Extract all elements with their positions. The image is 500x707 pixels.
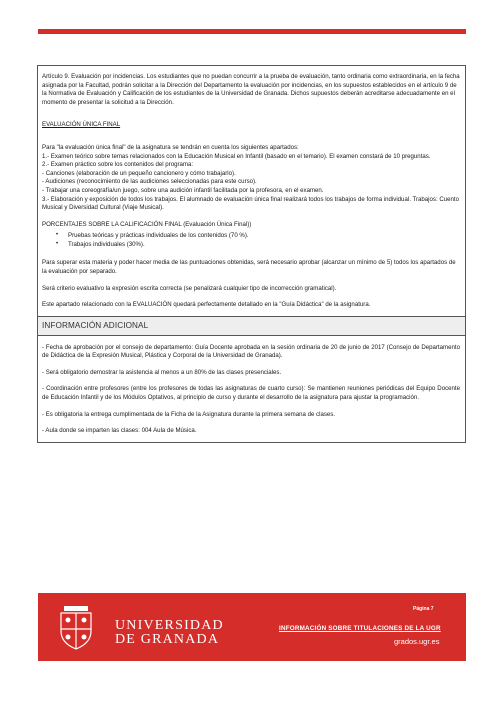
titulaciones-link[interactable]: INFORMACIÓN SOBRE TITULACIONES DE LA UGR <box>279 625 441 632</box>
unica-item: - Trabajar una coreografía/un juego, sobre una audición infantil facilitada por la profesora, en el examen. <box>42 186 324 194</box>
evaluation-cell <box>38 66 465 316</box>
info-item: - Coordinación entre profesores (entre los profesores de todas las asignaturas de cuarto curso): Se mantienen reuniones periódicas del Equipo Docente de Educación Infantil y de los Módulos Optativos, al principio de curso y durante el desarrollo de la asignatura para ajustar la programación. <box>42 385 460 402</box>
list-item: • Trabajos individuales (30%). <box>68 240 460 249</box>
unica-final-heading: EVALUACIÓN ÚNICA FINAL <box>42 121 121 129</box>
unica-intro: Para "la evaluación única final" de la asignatura se tendrán en cuenta los siguientes apartados: <box>42 143 299 151</box>
info-item: - Aula donde se imparten las clases: 004 Aula de Música. <box>42 427 197 435</box>
unica-item: 3.- Elaboración y exposición de todos los trabajos. El alumnado de evaluación única final realizará todos los trabajos de forma individual. Trabajos: Cuento Musical y Diversidad Cultural (Viaje Musical). <box>42 195 459 212</box>
porcentajes-list <box>42 231 460 249</box>
unica-item: - Canciones (elaboración de un pequeño cancionero y cómo trabajarlo). <box>42 169 236 177</box>
info-adicional-heading: INFORMACIÓN ADICIONAL <box>38 316 465 336</box>
unica-item: - Audiciones (reconocimiento de las audiciones seleccionadas para este curso). <box>42 178 257 186</box>
grados-site-link[interactable]: grados.ugr.es <box>394 637 440 646</box>
superar-text: Para superar esta materia y poder hacer media de las puntuaciones obtenidas, será necesario aprobar (alcanzar un mínimo de 5) todos los apartados de la evaluación por separado. <box>42 259 456 275</box>
university-name-line2: DE GRANADA <box>115 632 220 647</box>
info-item: - Es obligatoria la entrega cumplimentada de la Ficha de la Asignatura durante la primera semana de clases. <box>42 410 336 418</box>
page-number: Página 7 <box>413 606 434 612</box>
detallado-text: Este apartado relacionado con la EVALUACIÓN quedará perfectamente detallado en la "Guía Didáctica" de la asignatura. <box>42 301 371 309</box>
header-red-bar <box>38 29 466 34</box>
unica-item: 1.- Examen teórico sobre temas relacionados con la Educación Musical en Infantil (basado en el temario). El examen constará de 10 preguntas. <box>42 152 431 160</box>
info-adicional-cell <box>38 336 465 442</box>
content-table <box>37 65 466 443</box>
university-name-line1: UNIVERSIDAD <box>115 618 224 633</box>
list-item: • Pruebas teóricas y prácticas individuales de los contenidos (70 %). <box>68 231 460 240</box>
porcentajes-heading: PORCENTAJES SOBRE LA CALIFICACIÓN FINAL (Evaluación Única Final)) <box>42 220 252 228</box>
unica-item: 2.- Examen práctico sobre los contenidos del programa: <box>42 161 194 169</box>
info-item: - Fecha de aprobación por el consejo de departamento: Guía Docente aprobada en la sesión ordinaria de 20 de junio de 2017 (Consejo de Departamento de Didáctica de la Expresión Musical, Plástica y Corporal de la Universidad de Granada). <box>42 343 460 360</box>
info-item: - Será obligatorio demostrar la asistencia al menos a un 80% de las clases presenciales. <box>42 368 282 376</box>
article-9-text: Artículo 9. Evaluación por incidencias. Los estudiantes que no puedan concurrir a la prueba de evaluación, tanto ordinaria como extraordinaria, en la fecha asignada por la Facultad, podrán solicitar a la Dirección del Departamento la evaluación por incidencias, en los supuestos establecidos en el artículo 9 de la Normativa de Evaluación y Calificación de los estudiantes de la Universidad de Granada. Dichos supuestos deberán acreditarse adecuadamente en el momento de presentar la solicitud a la Dirección. <box>42 73 460 106</box>
university-crest-icon <box>53 603 99 651</box>
criterio-text: Será criterio evaluativo la expresión escrita correcta (se penalizará cualquier tipo de incorrección gramatical). <box>42 284 337 292</box>
